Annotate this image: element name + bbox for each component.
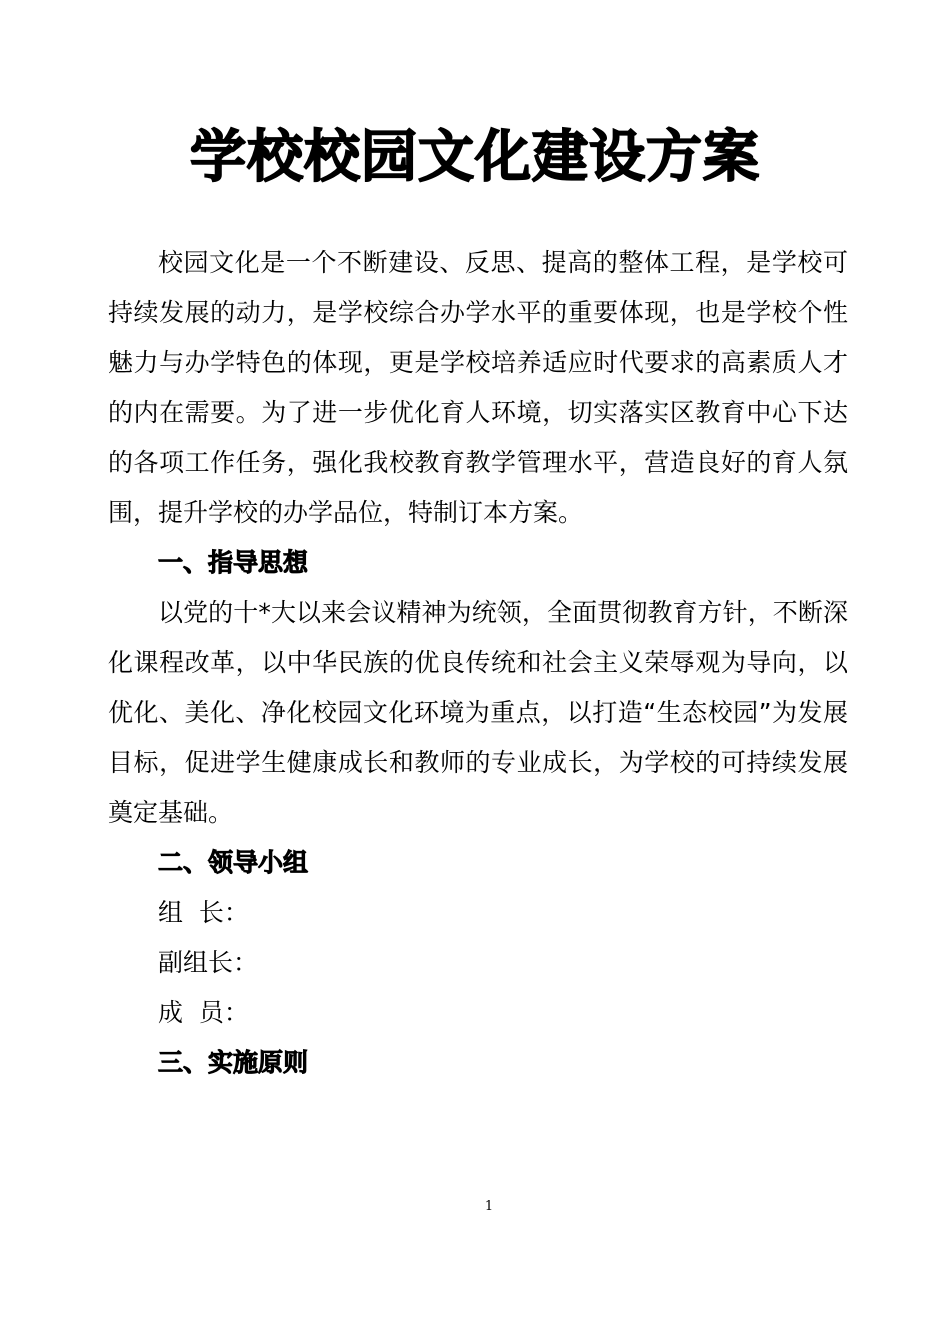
leader-field: 组 长： (158, 898, 249, 927)
page-number: 1 (484, 1199, 494, 1214)
section-heading-implementation-principles: 三、实施原则 (158, 1048, 309, 1077)
document-body (108, 238, 848, 1088)
members-field: 成 员： (158, 998, 249, 1027)
document-title: 学校校园文化建设方案 (190, 125, 760, 190)
section-heading-leadership-group: 二、领导小组 (158, 848, 309, 877)
intro-paragraph: 校园文化是一个不断建设、反思、提高的整体工程，是学校可持续发展的动力，是学校综合办学水平的重要体现，也是学校个性魅力与办学特色的体现，更是学校培养适应时代要求的高素质人才的内在需要。为了进一步优化育人环境，切实落实区教育中心下达的各项工作任务，强化我校教育教学管理水平，营造良好的育人氛围，提升学校的办学品位，特制订本方案。 (108, 248, 848, 527)
guiding-ideology-paragraph: 以党的十*大以来会议精神为统领，全面贯彻教育方针，不断深化课程改革，以中华民族的优良传统和社会主义荣辱观为导向，以优化、美化、净化校园文化环境为重点，以打造“生态校园”为发展目标，促进学生健康成长和教师的专业成长，为学校的可持续发展奠定基础。 (108, 598, 848, 827)
section-heading-guiding-ideology: 一、指导思想 (158, 548, 309, 577)
deputy-leader-field: 副组长： (158, 948, 259, 977)
